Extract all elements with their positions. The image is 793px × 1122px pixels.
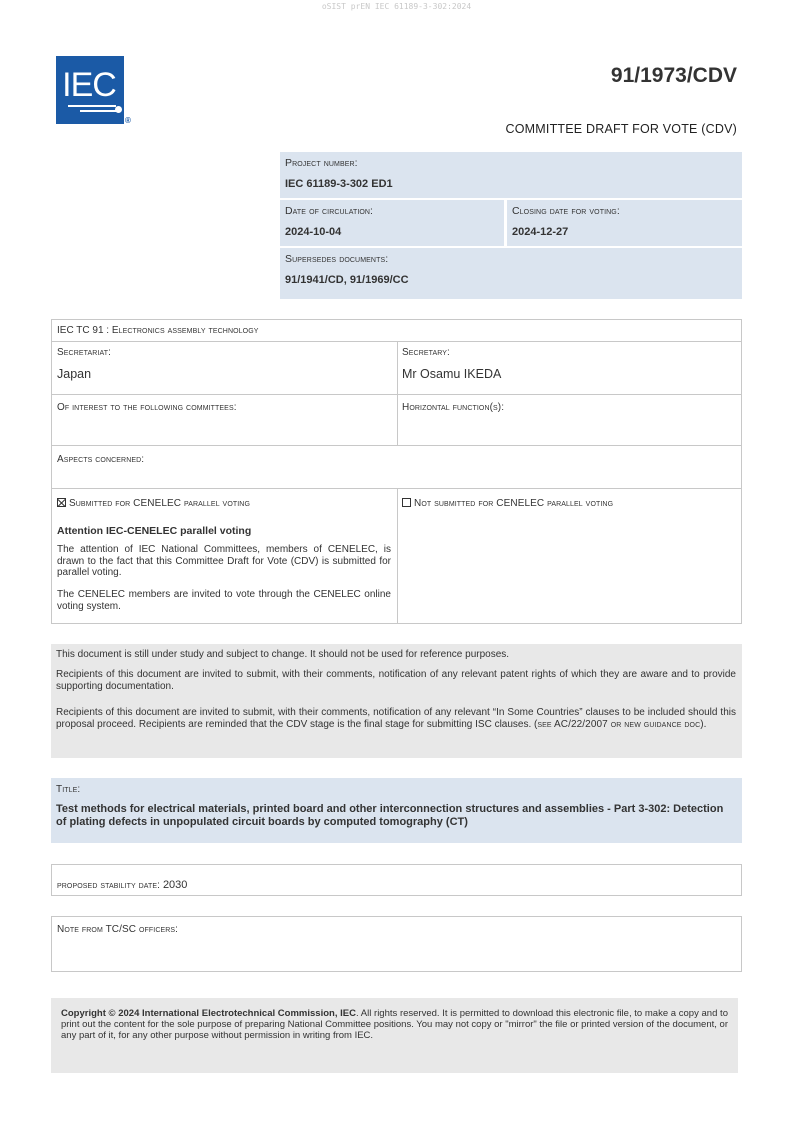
circulation-date-label: Date of circulation:	[285, 205, 374, 217]
project-number-cell	[280, 152, 742, 198]
note-label: Note from TC/SC officers:	[57, 924, 179, 935]
checked-box-icon[interactable]	[57, 498, 66, 507]
copyright-text	[61, 1008, 728, 1041]
closing-date-label: Closing date for voting:	[512, 205, 620, 217]
circulation-date-value: 2024-10-04	[285, 226, 342, 238]
title-label: Title:	[56, 784, 81, 795]
project-number-label: Project number:	[285, 157, 358, 169]
tc-prefix: IEC TC 91 :	[57, 325, 112, 336]
copyright-box	[51, 998, 738, 1073]
attention-paragraph-2: The CENELEC members are invited to vote through the CENELEC online voting system.	[57, 589, 391, 612]
notice-paragraph-2: Recipients of this document are invited to submit, with their comments, notification of any relevant patent rights of which they are aware and to provide supporting documentation.	[56, 669, 736, 692]
stability-date-label: proposed stability date:	[57, 880, 163, 891]
notice-p3-text: Recipients of this document are invited to submit, with their comments, notification of any relevant “In Some Countries” clauses to be included should this proposal proceed. Recipients are reminded that the CDV stage is the final stage for submitting ISC clauses. (	[56, 707, 736, 730]
copyright-body: . All rights reserved. It is permitted to download this electronic file, to make a copy and to print out the content for the sole purpose of preparing National Committee positions. You may not copy or "mirror" the file or printed version of the document, or any part of it, for any other purpose without permission in writing from IEC.	[61, 1008, 728, 1041]
secretary-label: Secretary:	[402, 347, 450, 358]
logo-bar	[68, 105, 116, 107]
submitted-cenelec-label: Submitted for CENELEC parallel voting	[69, 498, 250, 509]
stability-date-value: 2030	[162, 879, 188, 891]
not-submitted-cenelec-option[interactable]	[402, 498, 613, 509]
project-number-value: IEC 61189-3-302 ED1	[285, 178, 393, 190]
notice-paragraph-3	[56, 707, 736, 730]
logo-bar-lower	[80, 110, 116, 112]
notice-paragraph-1: This document is still under study and subject to change. It should not be used for reference purposes.	[56, 649, 510, 660]
note-box	[51, 916, 742, 972]
document-title: Test methods for electrical materials, printed board and other interconnection structures and assemblies - Part 3-302: Detection of plating defects in unpopulated circuit boards by computed tomography (CT)	[56, 803, 724, 828]
circulation-date-cell	[280, 200, 504, 246]
watermark: oSIST prEN IEC 61189-3-302:2024	[321, 2, 472, 11]
document-type: COMMITTEE DRAFT FOR VOTE (CDV)	[505, 122, 737, 136]
closing-date-value: 2024-12-27	[512, 226, 569, 238]
closing-date-cell	[507, 200, 742, 246]
secretary-value: Mr Osamu IKEDA	[402, 367, 502, 381]
horizontal-function-label: Horizontal function(s):	[402, 402, 505, 413]
attention-paragraph-1: The attention of IEC National Committees, members of CENELEC, is drawn to the fact that this Committee Draft for Vote (CDV) is submitted for parallel voting.	[57, 544, 391, 578]
aspects-concerned-label: Aspects concerned:	[57, 454, 145, 465]
tc-name: Electronics assembly technology	[111, 325, 259, 336]
supersedes-cell	[280, 248, 742, 299]
submitted-cenelec-option[interactable]	[57, 498, 250, 509]
stability-date-box	[51, 864, 742, 896]
tc-row	[57, 325, 259, 336]
registered-mark: ®	[125, 116, 131, 125]
document-reference: 91/1973/CDV	[610, 64, 737, 87]
committee-table	[51, 319, 742, 624]
supersedes-label: Supersedes documents:	[285, 253, 389, 265]
iec-logo-text: IEC	[62, 66, 116, 104]
empty-box-icon[interactable]	[402, 498, 411, 507]
logo-dot	[115, 106, 122, 113]
attention-title: Attention IEC-CENELEC parallel voting	[57, 525, 252, 537]
interest-committees-label: Of interest to the following committees:	[57, 402, 237, 413]
secretariat-value: Japan	[57, 367, 92, 381]
secretariat-label: Secretariat:	[57, 347, 111, 358]
title-box	[51, 778, 742, 843]
not-submitted-cenelec-label: Not submitted for CENELEC parallel voting	[414, 498, 614, 509]
supersedes-value: 91/1941/CD, 91/1969/CC	[285, 274, 409, 286]
copyright-holder: Copyright © 2024 International Electrotechnical Commission, IEC	[61, 1008, 356, 1019]
stability-date-row	[57, 875, 187, 893]
notice-p3-end: ).	[700, 718, 707, 730]
guidance-reference: see AC/22/2007 or new guidance doc	[537, 718, 701, 730]
notice-box	[51, 644, 742, 758]
